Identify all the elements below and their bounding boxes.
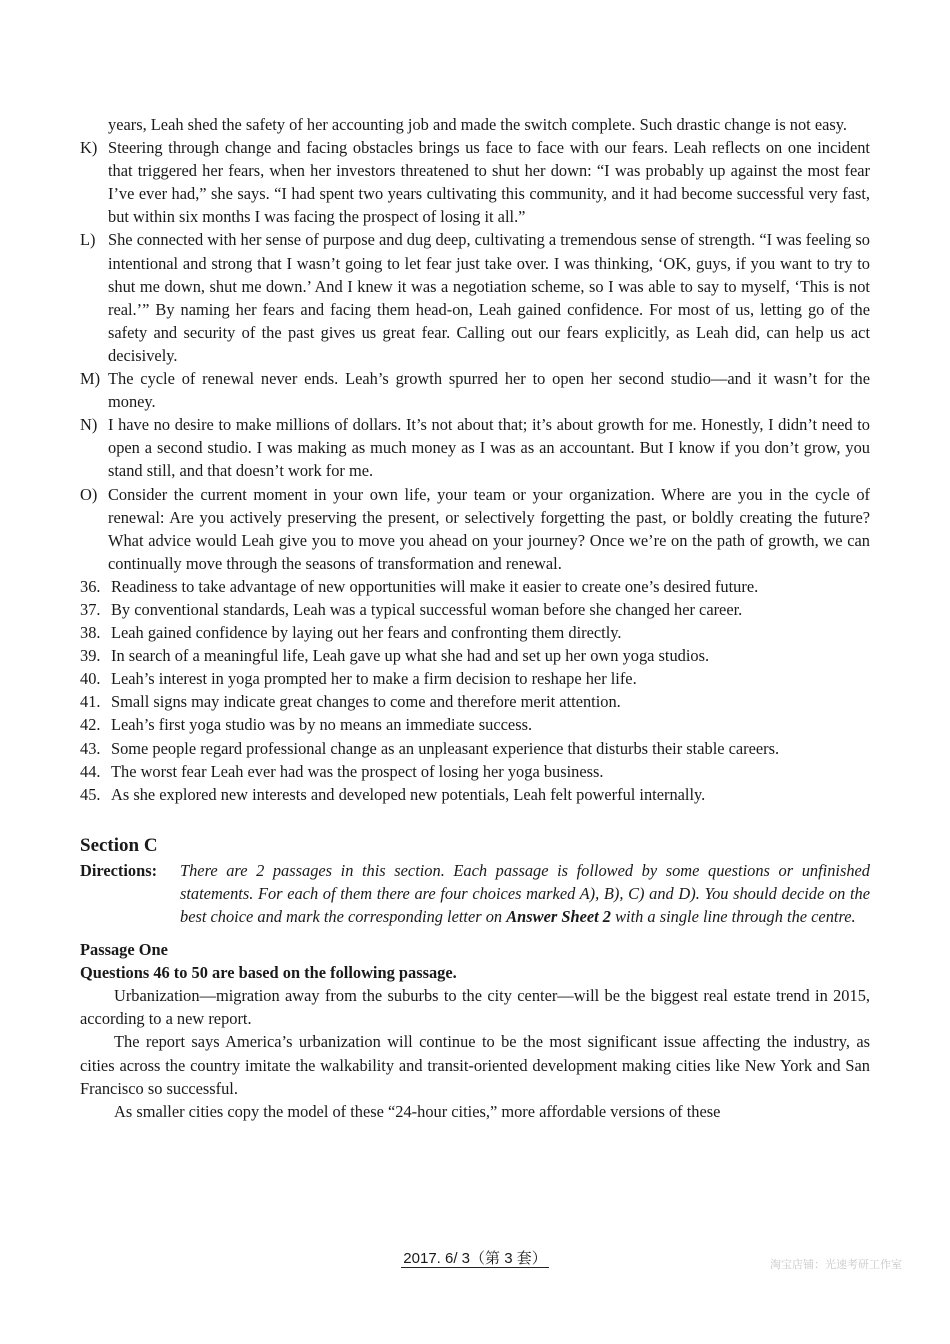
paragraph-o bbox=[80, 483, 870, 575]
reading-paragraphs bbox=[80, 113, 870, 575]
paragraph-label: N) bbox=[80, 415, 98, 435]
question-text: Leah’s first yoga studio was by no means an immediate success. bbox=[111, 715, 533, 735]
question-number: 40. bbox=[80, 669, 101, 689]
passage-paragraph: Urbanization—migration away from the suburbs to the city center—will be the biggest real estate trend in 2015, according to a new report. bbox=[80, 986, 870, 1029]
question-item bbox=[80, 644, 870, 667]
directions-label: Directions: bbox=[80, 860, 158, 880]
question-item bbox=[80, 667, 870, 690]
section-title: Section C bbox=[80, 834, 158, 856]
question-text: By conventional standards, Leah was a typical successful woman before she changed her career. bbox=[111, 599, 743, 619]
question-text: Leah gained confidence by laying out her fears and confronting them directly. bbox=[111, 623, 622, 643]
directions-text-part: There are 2 passages in this section. Each passage is followed by some questions or unfinished statements. For each of them there are four choices marked A), B), C) and D). You should decide on the best choice and mark the corresponding letter on bbox=[180, 860, 870, 926]
question-number: 36. bbox=[80, 576, 101, 596]
paragraph-label: L) bbox=[80, 230, 96, 250]
passage-paragraph: As smaller cities copy the model of these “24-hour cities,” more affordable versions of these bbox=[114, 1101, 721, 1121]
question-item bbox=[80, 783, 870, 806]
paragraph-text: I have no desire to make millions of dollars. It’s not about that; it’s about growth for me. Honestly, I didn’t need to open a second studio. I was making as much money as I was as an accountant. But I know if you don’t grow, you stand still, and that doesn’t work for me. bbox=[108, 415, 870, 481]
question-text: As she explored new interests and developed new potentials, Leah felt powerful internally. bbox=[111, 784, 706, 804]
page-content bbox=[80, 113, 870, 1123]
question-item bbox=[80, 598, 870, 621]
watermark: 淘宝店铺：光速考研工作室 bbox=[770, 1258, 902, 1271]
paragraph-text: Consider the current moment in your own life, your team or your organization. Where are you in the cycle of renewal: Are you actively preserving the present, or selectively forgetting the past, or boldly creating the future? What advice would Leah give you to move you ahead on your journey? Once we’re on the path of growth, we can continually move through the seasons of transformation and renewal. bbox=[108, 484, 870, 573]
question-number: 45. bbox=[80, 784, 101, 804]
question-list bbox=[80, 575, 870, 806]
paragraph-m bbox=[80, 367, 870, 413]
question-number: 43. bbox=[80, 738, 101, 758]
question-item bbox=[80, 621, 870, 644]
question-text: Leah’s interest in yoga prompted her to make a firm decision to reshape her life. bbox=[111, 669, 637, 689]
directions-text bbox=[180, 859, 870, 928]
paragraph-text: The cycle of renewal never ends. Leah’s growth spurred her to open her second studio—and it wasn’t for the money. bbox=[108, 369, 870, 412]
question-text: Readiness to take advantage of new opportunities will make it easier to create one’s desired future. bbox=[111, 576, 759, 596]
question-text: In search of a meaningful life, Leah gave up what she had and set up her own yoga studios. bbox=[111, 646, 710, 666]
question-number: 44. bbox=[80, 761, 101, 781]
paragraph-text: Steering through change and facing obstacles brings us face to face with our fears. Leah reflects on one incident that triggered her fears, when her investors threatened to shut her down: “I was probably up against the most fear I’ve ever had,” she says. “I had spent two years cultivating this community, and it had become successful very fast, but within six months I was facing the prospect of losing it all.” bbox=[108, 138, 870, 227]
paragraph-label: O) bbox=[80, 484, 98, 504]
paragraph-text: She connected with her sense of purpose and dug deep, cultivating a tremendous sense of strength. “I was feeling so intentional and strong that I wasn’t going to let fear just take over. I was thinking, ‘OK, guys, if you want to try to shut me down, shut me down.’ And I knew it was a negotiation scheme, so I was able to say to myself, ‘This is not real.’” By naming her fears and facing them head-on, Leah gained confidence. For most of us, letting go of the safety and security of the past gives us great fear. Calling out our fears explicitly, as Leah did, can help us act decisively. bbox=[108, 230, 870, 365]
paragraph-n bbox=[80, 413, 870, 482]
paragraph-label: K) bbox=[80, 138, 98, 158]
question-number: 39. bbox=[80, 646, 101, 666]
question-item bbox=[80, 760, 870, 783]
question-number: 37. bbox=[80, 599, 101, 619]
question-number: 41. bbox=[80, 692, 101, 712]
passage-heading: Passage One bbox=[80, 940, 168, 960]
question-number: 38. bbox=[80, 623, 101, 643]
question-item bbox=[80, 575, 870, 598]
question-text: Some people regard professional change as an unpleasant experience that disturbs their stable careers. bbox=[111, 738, 780, 758]
paragraph-continuation: years, Leah shed the safety of her accounting job and made the switch complete. Such drastic change is not easy. bbox=[108, 115, 847, 134]
question-text: Small signs may indicate great changes to come and therefore merit attention. bbox=[111, 692, 621, 712]
passage-paragraph: The report says America’s urbanization will continue to be the most significant issue affecting the industry, as cities across the country imitate the walkability and transit-oriented development making cities like New York and San Francisco so successful. bbox=[80, 1032, 870, 1098]
paragraph-label: M) bbox=[80, 369, 101, 389]
question-item bbox=[80, 713, 870, 736]
directions-text-part: with a single line through the centre. bbox=[610, 907, 856, 926]
question-text: The worst fear Leah ever had was the prospect of losing her yoga business. bbox=[111, 761, 604, 781]
passage-subheading: Questions 46 to 50 are based on the following passage. bbox=[80, 963, 457, 983]
directions bbox=[80, 859, 870, 928]
answer-sheet-label: Answer Sheet 2 bbox=[506, 907, 611, 926]
footer-text: 2017. 6/ 3（第 3 套） bbox=[403, 1250, 547, 1267]
paragraph-l bbox=[80, 228, 870, 367]
question-item bbox=[80, 737, 870, 760]
paragraph-k bbox=[80, 136, 870, 228]
question-number: 42. bbox=[80, 715, 101, 735]
question-item bbox=[80, 690, 870, 713]
